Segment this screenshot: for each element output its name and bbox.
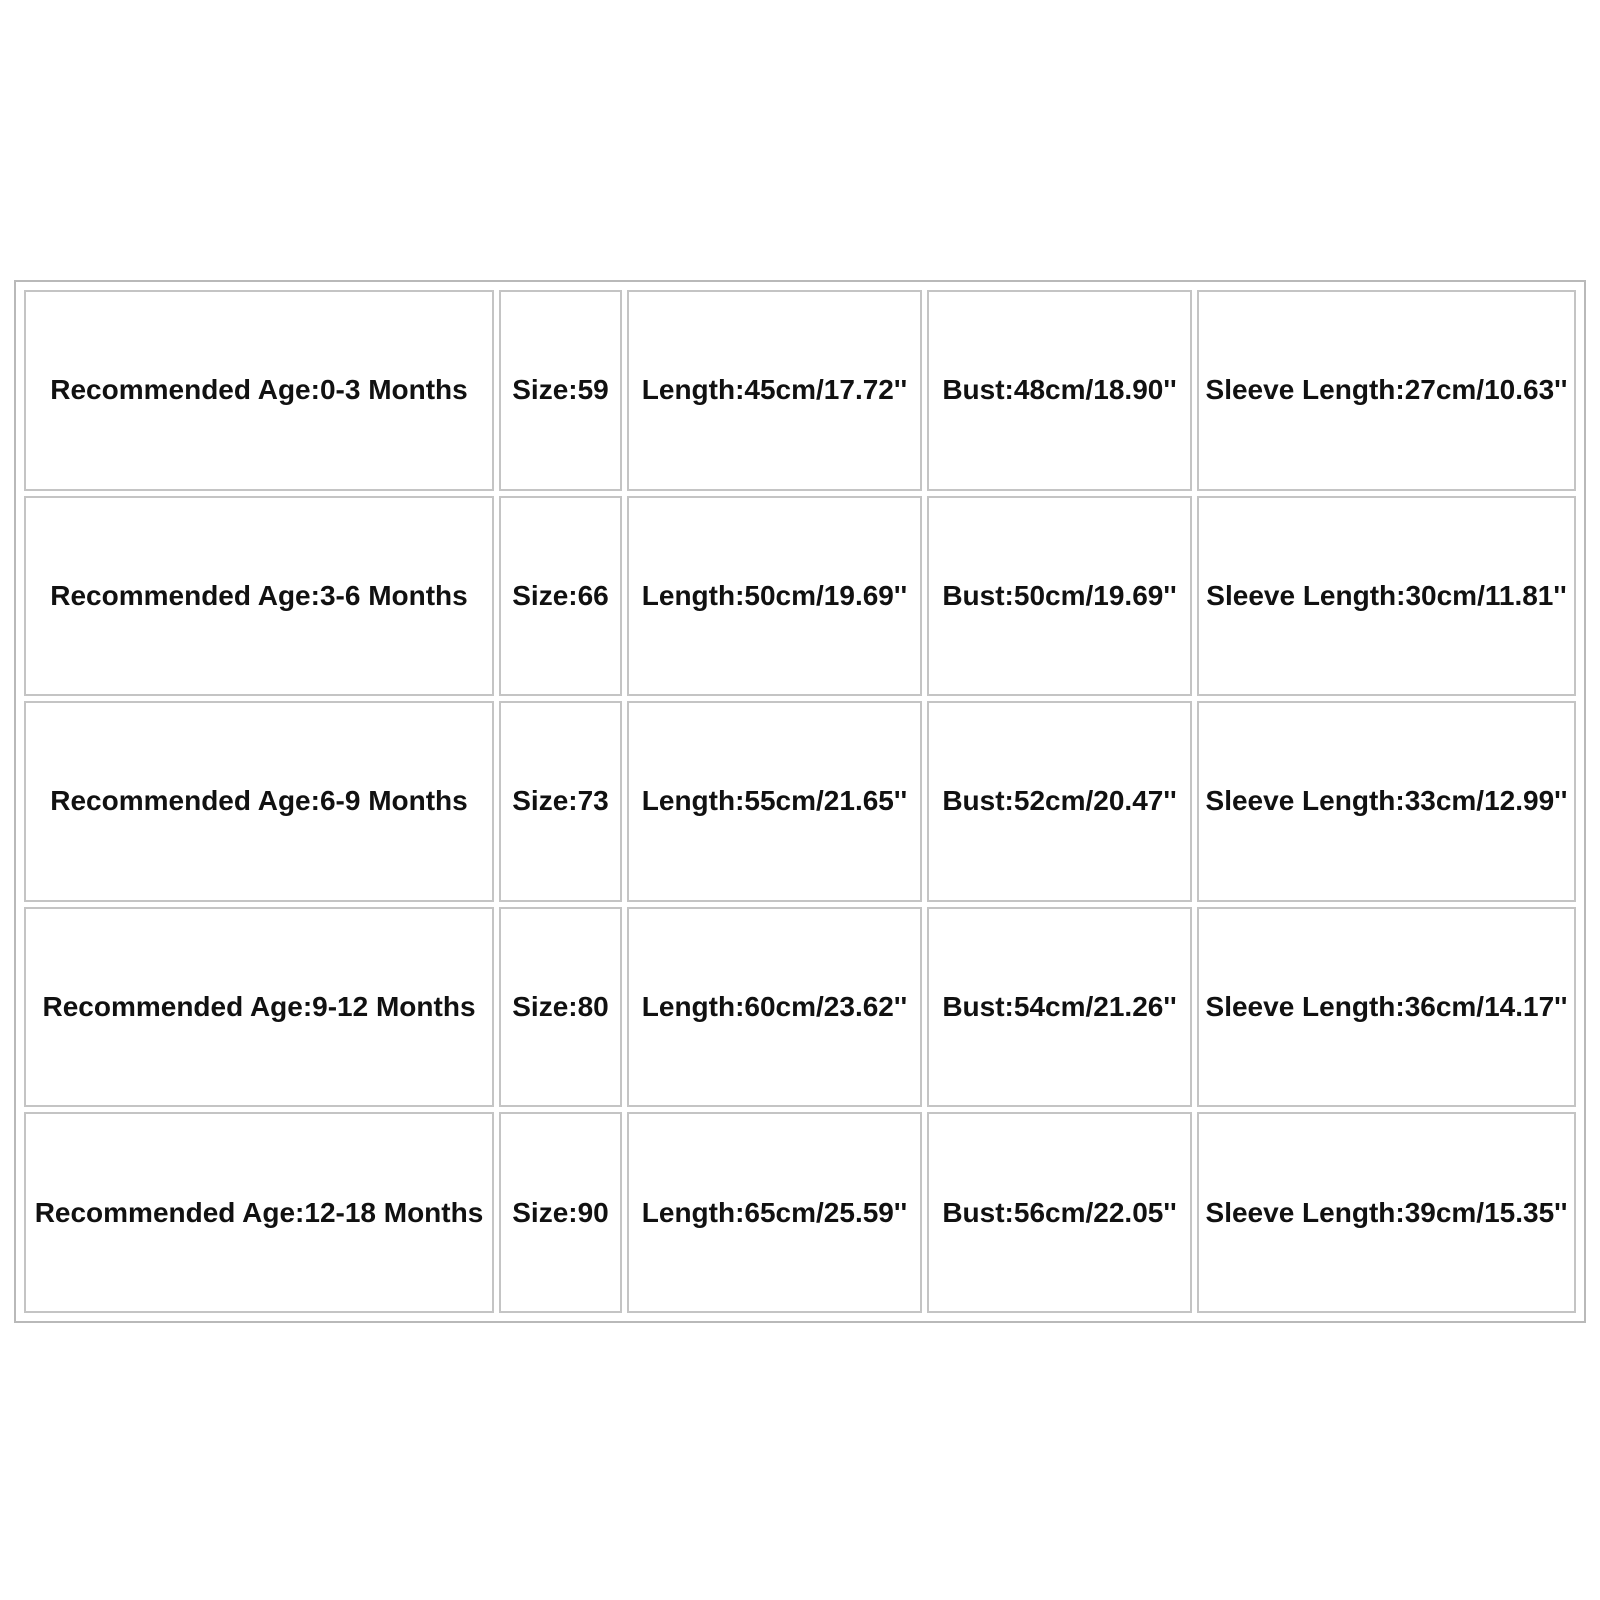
sleeve-length-cell: Sleeve Length:30cm/11.81'': [1197, 496, 1576, 697]
table-row: [24, 496, 1576, 697]
size-cell: Size:73: [499, 701, 622, 902]
table-row: [24, 1112, 1576, 1313]
age-cell: Recommended Age:12-18 Months: [24, 1112, 494, 1313]
length-cell: Length:55cm/21.65'': [627, 701, 922, 902]
bust-cell: Bust:52cm/20.47'': [927, 701, 1192, 902]
age-cell: Recommended Age:3-6 Months: [24, 496, 494, 697]
length-cell: Length:60cm/23.62'': [627, 907, 922, 1108]
table-row: [24, 701, 1576, 902]
bust-cell: Bust:48cm/18.90'': [927, 290, 1192, 491]
age-cell: Recommended Age:6-9 Months: [24, 701, 494, 902]
sleeve-length-cell: Sleeve Length:27cm/10.63'': [1197, 290, 1576, 491]
bust-cell: Bust:50cm/19.69'': [927, 496, 1192, 697]
age-cell: Recommended Age:9-12 Months: [24, 907, 494, 1108]
size-cell: Size:59: [499, 290, 622, 491]
bust-cell: Bust:56cm/22.05'': [927, 1112, 1192, 1313]
size-cell: Size:80: [499, 907, 622, 1108]
sleeve-length-cell: Sleeve Length:36cm/14.17'': [1197, 907, 1576, 1108]
length-cell: Length:45cm/17.72'': [627, 290, 922, 491]
size-cell: Size:90: [499, 1112, 622, 1313]
sleeve-length-cell: Sleeve Length:33cm/12.99'': [1197, 701, 1576, 902]
table-row: [24, 907, 1576, 1108]
size-cell: Size:66: [499, 496, 622, 697]
length-cell: Length:50cm/19.69'': [627, 496, 922, 697]
size-chart-table: [14, 280, 1586, 1323]
age-cell: Recommended Age:0-3 Months: [24, 290, 494, 491]
length-cell: Length:65cm/25.59'': [627, 1112, 922, 1313]
sleeve-length-cell: Sleeve Length:39cm/15.35'': [1197, 1112, 1576, 1313]
bust-cell: Bust:54cm/21.26'': [927, 907, 1192, 1108]
table-row: [24, 290, 1576, 491]
